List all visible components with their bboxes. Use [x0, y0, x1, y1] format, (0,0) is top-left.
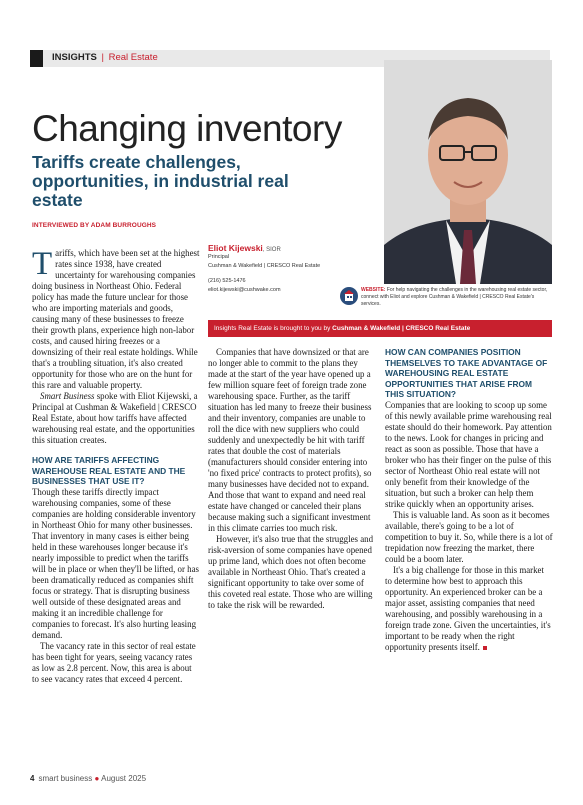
section-name: INSIGHTS: [52, 52, 97, 63]
bio-credential: , SIOR: [262, 247, 281, 253]
bio-company: Cushman & Wakefield | CRESCO Real Estate: [208, 263, 321, 269]
article-column-3: [385, 347, 553, 653]
section-marker: [30, 50, 43, 67]
section-separator: |: [101, 52, 104, 63]
question-heading-1: HOW ARE TARIFFS AFFECTING WAREHOUSE REAL ESTATE AND THE BUSINESSES THAT USE IT?: [32, 455, 186, 486]
opportunity-paragraph: However, it's also true that the struggles and risk-aversion of some companies have opened up prime land, which does not often become available in Northeast Ohio. That's created a significant opportunity to take over some of this coveted real estate. Those who are willing to take the risk will be rewarded.: [208, 534, 374, 610]
sponsor-name: Cushman & Wakefield | CRESCO Real Estate: [332, 325, 471, 332]
bio-name-line: [208, 243, 386, 253]
intro-paragraph: [32, 391, 200, 446]
page-number: 4: [30, 774, 35, 783]
question-heading-2: HOW CAN COMPANIES POSITION THEMSELVES TO TAKE ADVANTAGE OF WAREHOUSING REAL ESTATE OPPORTUNITIES THAT ARISE FROM THIS SITUATION?: [385, 347, 548, 399]
website-description: For help navigating the challenges in the warehousing real estate sector, connect with Eliot and explore Cushman & Wakefield | CRESCO Real Estate's services.: [361, 287, 548, 307]
website-callout: [340, 287, 552, 315]
building-icon: [340, 287, 358, 305]
article-subtitle: Tariffs create challenges, opportunities, in industrial real estate: [32, 152, 289, 210]
subsection-name: Real Estate: [108, 52, 158, 63]
bio-email[interactable]: eliot.kijewski@cushwake.com: [208, 287, 281, 293]
lead-paragraph: [32, 248, 200, 391]
website-label: WEBSITE:: [361, 287, 386, 293]
intro-text: spoke with Eliot Kijewski, a Principal at Cushman & Wakefield | CRESCO Real Estate, about how tariffs have affected warehousing real estate, and the opportunities this situation creates.: [32, 391, 198, 445]
article-column-2: [208, 347, 378, 767]
bio-phone[interactable]: (216) 525-1476: [208, 278, 246, 284]
downsizing-paragraph: Companies that have downsized or that are no longer able to commit to the plans they made at the start of the year have opened up a few million square feet of foreign trade zone warehousing space. Further, as the tariff situation has led many to freeze their business and their inventory, companies are unable to roll the dice with new suppliers who could suddenly and unexpectedly be hit with tariff rates that double the cost of materials (manufacturers should consider entering into 'no fixed price' contracts to protect profits), so many businesses have decided not to expand. And those that want to expand and need real estate have changed or canceled their plans because making such a significant investment in this climate carries too much risk.: [208, 347, 372, 533]
page-footer: [30, 774, 146, 783]
closing-paragraph: [385, 565, 553, 653]
vacancy-paragraph: The vacancy rate in this sector of real estate has been tight for years, seeing vacancy rates as low as 2.8 percent. Now, this area is about to see vacancy rates that exceed 4 percent.: [32, 640, 196, 684]
sponsor-text: Insights Real Estate is brought to you by: [214, 325, 331, 332]
article-column-1: [32, 248, 200, 685]
website-text: [361, 287, 551, 308]
headshot-illustration: [384, 60, 552, 284]
answer-paragraph-2: Companies that are looking to scoop up some of this newly available prime warehousing real estate should do their homework. Pay attention to the news. Look for changes in pricing and react as soon as possible. Those that have a broker who has their finger on the pulse of this sector of Northeast Ohio real estate will not only benefit from their knowledge of the situation, but such a broker can help them strike quickly when an opportunity arises.: [385, 399, 552, 509]
section-label: [52, 52, 158, 63]
article-title: Changing inventory: [32, 108, 342, 149]
issue-date: August 2025: [101, 774, 147, 783]
end-mark: [483, 646, 487, 650]
closing-text: It's a big challenge for those in this market to determine how best to approach this opportunity. An experienced broker can be a major asset, assisting companies that need warehousing, and possibly warehousing in a foreign trade zone. Given the uncertainties, it's important to be ready when the right opportunity presents itself.: [385, 564, 551, 652]
headshot-photo: [384, 60, 552, 284]
valuable-land-paragraph: This is valuable land. As soon as it becomes available, there's going to be a lot of competition to buy it. So, while there is a lot of trepidation now freezing the market, there could be a boom later.: [385, 509, 553, 564]
publication-name: Smart Business: [40, 391, 95, 401]
article-byline: INTERVIEWED BY ADAM BURROUGHS: [32, 222, 157, 229]
publication-footer: smart business: [38, 774, 93, 783]
bio-role: Principal: [208, 254, 230, 260]
answer-paragraph-1: Though these tariffs directly impact warehousing companies, some of these companies are holding considerable inventory in Northeast Ohio for many other businesses. That inventory in many cases is either being held in these warehouses longer because it's nearly impossible to predict when the tariffs will be in place or when they'll be lifted, or has been dramatically reduced as companies shift focus or strategy. That is disrupting business well outside of these designated areas and making it an incredible challenge for companies to forecast. It's also hurting leasing demand.: [32, 486, 199, 640]
bio-name: Eliot Kijewski: [208, 243, 263, 253]
sponsor-bar: [208, 320, 552, 337]
footer-bullet: ●: [94, 774, 100, 783]
lead-text: ariffs, which have been set at the highest rates since 1938, have created uncertainty for warehousing companies doing business in Northeast Ohio. Federal policy has made the future unclear for those who are importing materials and goods, causing many of these businesses to freeze their growth plans, experience high non-labor costs, and caused hiring freezes or a downsizing of their real estate holdings. While that's a troubling situation, it's also created opportunity for those who are on the hunt for this rare and valuable property.: [32, 248, 200, 390]
drop-cap: T: [32, 246, 53, 282]
